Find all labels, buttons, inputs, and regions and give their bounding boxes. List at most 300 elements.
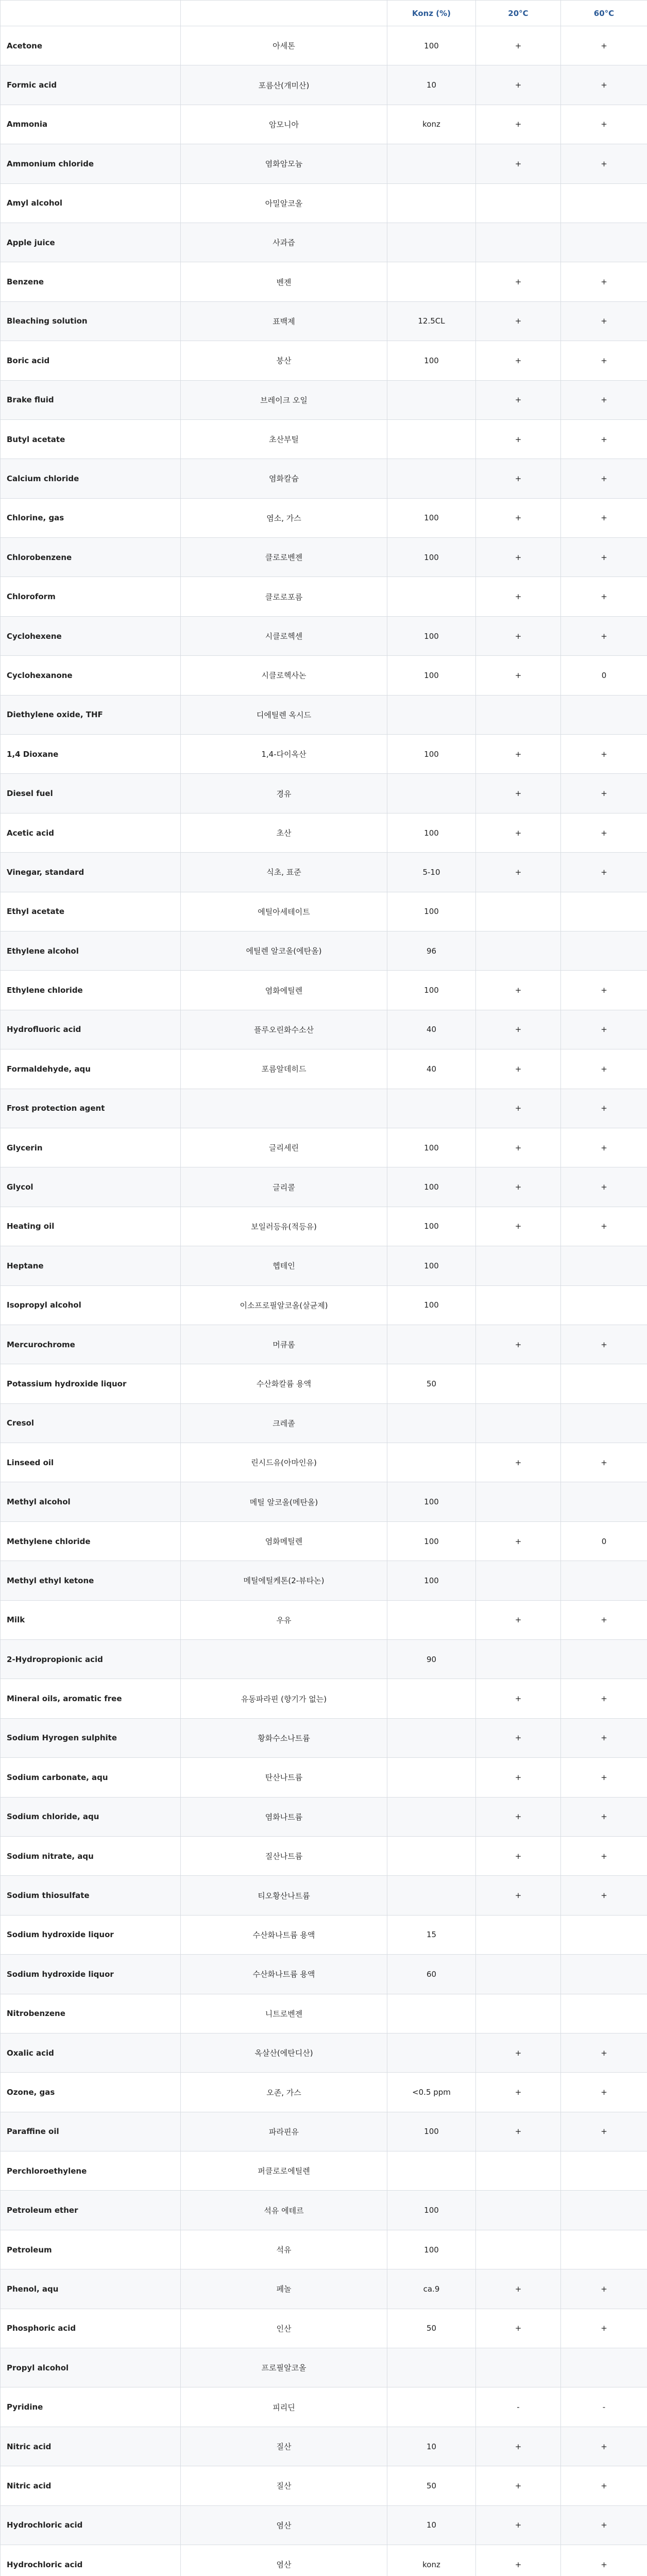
resistance-20c: [476, 223, 561, 262]
resistance-60c: +: [561, 1089, 647, 1128]
substance-name: Petroleum: [1, 2230, 181, 2269]
concentration: 10: [387, 65, 476, 105]
resistance-60c: +: [561, 498, 647, 537]
table-row: [1, 380, 647, 419]
table-row: [1, 1403, 647, 1443]
concentration: [387, 459, 476, 498]
table-row: [1, 2309, 647, 2348]
korean-name: 머큐롬: [181, 1325, 387, 1364]
concentration: [387, 1994, 476, 2033]
resistance-20c: +: [476, 341, 561, 380]
substance-name: Mercurochrome: [1, 1325, 181, 1364]
resistance-60c: +: [561, 1049, 647, 1089]
concentration: [387, 183, 476, 223]
concentration: 100: [387, 538, 476, 577]
substance-name: Methylene chloride: [1, 1521, 181, 1561]
korean-name: 인산: [181, 2309, 387, 2348]
resistance-20c: +: [476, 813, 561, 852]
table-row: [1, 1600, 647, 1639]
substance-name: Nitrobenzene: [1, 1994, 181, 2033]
resistance-60c: +: [561, 971, 647, 1010]
resistance-20c: [476, 1403, 561, 1443]
resistance-20c: +: [476, 459, 561, 498]
table-row: [1, 1718, 647, 1757]
table-row: [1, 538, 647, 577]
table-row: [1, 1797, 647, 1836]
table-row: [1, 223, 647, 262]
korean-name: 염화칼슘: [181, 459, 387, 498]
korean-name: 질산: [181, 2466, 387, 2505]
substance-name: Ethylene chloride: [1, 971, 181, 1010]
korean-name: 글리콜: [181, 1167, 387, 1207]
korean-name: 염화나트륨: [181, 1797, 387, 1836]
substance-name: Heptane: [1, 1246, 181, 1285]
resistance-60c: [561, 931, 647, 970]
resistance-60c: [561, 1561, 647, 1600]
concentration: 100: [387, 971, 476, 1010]
concentration: 100: [387, 2112, 476, 2151]
resistance-60c: [561, 1994, 647, 2033]
substance-name: Acetone: [1, 26, 181, 65]
korean-name: 린시드유(아마인유): [181, 1443, 387, 1482]
substance-name: Diethylene oxide, THF: [1, 695, 181, 734]
resistance-20c: +: [476, 262, 561, 301]
table-row: [1, 616, 647, 655]
resistance-60c: +: [561, 1207, 647, 1246]
concentration: 100: [387, 1521, 476, 1561]
concentration: 10: [387, 2505, 476, 2545]
substance-name: Cresol: [1, 1403, 181, 1443]
korean-name: 염화에틸렌: [181, 971, 387, 1010]
substance-name: Paraffine oil: [1, 2112, 181, 2151]
table-row: [1, 2505, 647, 2545]
table-row: [1, 1325, 647, 1364]
resistance-20c: [476, 2151, 561, 2191]
resistance-60c: [561, 1482, 647, 1521]
substance-name: Glycerin: [1, 1128, 181, 1167]
table-row: [1, 1010, 647, 1049]
korean-name: 수산화나트륨 용액: [181, 1955, 387, 1994]
table-row: [1, 2269, 647, 2309]
resistance-60c: +: [561, 262, 647, 301]
resistance-20c: +: [476, 144, 561, 183]
resistance-20c: +: [476, 971, 561, 1010]
concentration: [387, 1403, 476, 1443]
resistance-60c: +: [561, 26, 647, 65]
korean-name: 크레졸: [181, 1403, 387, 1443]
resistance-20c: +: [476, 2427, 561, 2466]
substance-name: Cyclohexanone: [1, 656, 181, 695]
resistance-20c: +: [476, 1797, 561, 1836]
header-korean-name: [181, 1, 387, 26]
substance-name: Propyl alcohol: [1, 2348, 181, 2387]
substance-name: Nitric acid: [1, 2427, 181, 2466]
header-20c: 20°C: [476, 1, 561, 26]
substance-name: Oxalic acid: [1, 2033, 181, 2072]
resistance-60c: +: [561, 853, 647, 892]
resistance-60c: +: [561, 1718, 647, 1757]
header-substance: [1, 1, 181, 26]
resistance-20c: +: [476, 1167, 561, 1207]
table-row: [1, 1521, 647, 1561]
concentration: 40: [387, 1010, 476, 1049]
resistance-60c: [561, 2348, 647, 2387]
substance-name: Glycol: [1, 1167, 181, 1207]
resistance-60c: [561, 223, 647, 262]
resistance-60c: +: [561, 419, 647, 459]
korean-name: 유동파라핀 (향기가 없는): [181, 1679, 387, 1718]
table-row: [1, 1443, 647, 1482]
concentration: [387, 2348, 476, 2387]
substance-name: Pyridine: [1, 2387, 181, 2427]
table-row: [1, 65, 647, 105]
concentration: [387, 695, 476, 734]
resistance-20c: [476, 695, 561, 734]
resistance-20c: [476, 1955, 561, 1994]
concentration: [387, 380, 476, 419]
korean-name: 옥살산(에탄디산): [181, 2033, 387, 2072]
resistance-20c: [476, 1915, 561, 1954]
table-row: [1, 1679, 647, 1718]
korean-name: 오존, 가스: [181, 2073, 387, 2112]
substance-name: Perchloroethylene: [1, 2151, 181, 2191]
substance-name: Brake fluid: [1, 380, 181, 419]
substance-name: Sodium Hyrogen sulphite: [1, 1718, 181, 1757]
resistance-60c: [561, 892, 647, 931]
resistance-20c: +: [476, 1758, 561, 1797]
korean-name: 페놀: [181, 2269, 387, 2309]
korean-name: 황화수소나트륨: [181, 1718, 387, 1757]
korean-name: 수산화칼륨 용액: [181, 1364, 387, 1403]
concentration: 40: [387, 1049, 476, 1089]
concentration: 100: [387, 813, 476, 852]
concentration: konz: [387, 105, 476, 144]
concentration: 12.5CL: [387, 301, 476, 341]
resistance-60c: 0: [561, 1521, 647, 1561]
concentration: 100: [387, 1482, 476, 1521]
table-row: [1, 1836, 647, 1875]
table-row: [1, 2427, 647, 2466]
resistance-20c: +: [476, 1325, 561, 1364]
substance-name: Benzene: [1, 262, 181, 301]
resistance-60c: +: [561, 144, 647, 183]
korean-name: 니트로벤젠: [181, 1994, 387, 2033]
table-row: [1, 1640, 647, 1679]
concentration: 60: [387, 1955, 476, 1994]
substance-name: 1,4 Dioxane: [1, 735, 181, 774]
substance-name: Chlorobenzene: [1, 538, 181, 577]
korean-name: 클로로벤젠: [181, 538, 387, 577]
resistance-60c: [561, 2151, 647, 2191]
table-row: [1, 419, 647, 459]
table-row: [1, 2073, 647, 2112]
substance-name: Frost protection agent: [1, 1089, 181, 1128]
korean-name: 수산화나트륨 용액: [181, 1915, 387, 1954]
table-row: [1, 892, 647, 931]
table-body: [1, 26, 647, 2576]
concentration: 90: [387, 1640, 476, 1679]
resistance-60c: +: [561, 1010, 647, 1049]
substance-name: Hydrochloric acid: [1, 2505, 181, 2545]
korean-name: 표백제: [181, 301, 387, 341]
concentration: 100: [387, 1128, 476, 1167]
korean-name: 메틸에틸케톤(2-뷰타논): [181, 1561, 387, 1600]
korean-name: 디에틸렌 옥시드: [181, 695, 387, 734]
korean-name: 초산부틸: [181, 419, 387, 459]
korean-name: 초산: [181, 813, 387, 852]
resistance-20c: [476, 1640, 561, 1679]
resistance-60c: +: [561, 459, 647, 498]
resistance-60c: +: [561, 2309, 647, 2348]
korean-name: 식초, 표준: [181, 853, 387, 892]
substance-name: Ammonia: [1, 105, 181, 144]
concentration: [387, 1325, 476, 1364]
substance-name: Sodium chloride, aqu: [1, 1797, 181, 1836]
concentration: [387, 2033, 476, 2072]
resistance-60c: -: [561, 2387, 647, 2427]
substance-name: Chlorine, gas: [1, 498, 181, 537]
concentration: 100: [387, 498, 476, 537]
resistance-60c: +: [561, 616, 647, 655]
resistance-20c: [476, 1561, 561, 1600]
table-row: [1, 1128, 647, 1167]
resistance-60c: +: [561, 2033, 647, 2072]
resistance-20c: +: [476, 2073, 561, 2112]
resistance-60c: +: [561, 105, 647, 144]
korean-name: 아세톤: [181, 26, 387, 65]
concentration: 100: [387, 341, 476, 380]
table-row: [1, 1915, 647, 1954]
resistance-60c: +: [561, 1836, 647, 1875]
resistance-20c: +: [476, 2269, 561, 2309]
table-row: [1, 301, 647, 341]
table-row: [1, 2230, 647, 2269]
resistance-60c: [561, 2230, 647, 2269]
resistance-20c: +: [476, 656, 561, 695]
resistance-20c: [476, 1364, 561, 1403]
resistance-60c: 0: [561, 656, 647, 695]
resistance-20c: +: [476, 616, 561, 655]
resistance-20c: +: [476, 538, 561, 577]
resistance-60c: +: [561, 65, 647, 105]
table-row: [1, 2112, 647, 2151]
resistance-20c: +: [476, 1600, 561, 1639]
substance-name: Isopropyl alcohol: [1, 1285, 181, 1325]
korean-name: 염산: [181, 2505, 387, 2545]
substance-name: Diesel fuel: [1, 774, 181, 813]
resistance-60c: +: [561, 341, 647, 380]
concentration: 100: [387, 26, 476, 65]
resistance-60c: +: [561, 2505, 647, 2545]
concentration: 100: [387, 735, 476, 774]
table-row: [1, 1955, 647, 1994]
korean-name: 이소프로필알코올(살균제): [181, 1285, 387, 1325]
resistance-20c: +: [476, 1049, 561, 1089]
substance-name: Apple juice: [1, 223, 181, 262]
resistance-60c: +: [561, 380, 647, 419]
korean-name: 아밀알코올: [181, 183, 387, 223]
table-row: [1, 971, 647, 1010]
korean-name: 클로로포름: [181, 577, 387, 616]
korean-name: 염산: [181, 2545, 387, 2576]
resistance-60c: +: [561, 1600, 647, 1639]
resistance-60c: +: [561, 774, 647, 813]
resistance-60c: +: [561, 2073, 647, 2112]
substance-name: Hydrofluoric acid: [1, 1010, 181, 1049]
resistance-60c: +: [561, 1167, 647, 1207]
concentration: 100: [387, 2230, 476, 2269]
substance-name: Sodium thiosulfate: [1, 1876, 181, 1915]
resistance-20c: +: [476, 1128, 561, 1167]
concentration: 100: [387, 1285, 476, 1325]
resistance-60c: +: [561, 1128, 647, 1167]
substance-name: Boric acid: [1, 341, 181, 380]
resistance-20c: [476, 1482, 561, 1521]
resistance-20c: [476, 183, 561, 223]
korean-name: 석유 에테르: [181, 2191, 387, 2230]
korean-name: 벤젠: [181, 262, 387, 301]
substance-name: Cyclohexene: [1, 616, 181, 655]
concentration: [387, 419, 476, 459]
resistance-20c: +: [476, 26, 561, 65]
resistance-20c: [476, 1994, 561, 2033]
resistance-20c: +: [476, 2309, 561, 2348]
korean-name: 피리딘: [181, 2387, 387, 2427]
resistance-20c: +: [476, 1718, 561, 1757]
resistance-60c: [561, 1403, 647, 1443]
resistance-60c: +: [561, 1797, 647, 1836]
resistance-20c: +: [476, 1089, 561, 1128]
substance-name: Ozone, gas: [1, 2073, 181, 2112]
table-row: [1, 1049, 647, 1089]
concentration: [387, 223, 476, 262]
concentration: [387, 262, 476, 301]
concentration: 100: [387, 1246, 476, 1285]
korean-name: 티오황산나트륨: [181, 1876, 387, 1915]
resistance-20c: +: [476, 2033, 561, 2072]
resistance-60c: +: [561, 1443, 647, 1482]
header-concentration: Konz (%): [387, 1, 476, 26]
substance-name: Methyl alcohol: [1, 1482, 181, 1521]
concentration: [387, 1718, 476, 1757]
table-row: [1, 1207, 647, 1246]
substance-name: Ammonium chloride: [1, 144, 181, 183]
table-row: [1, 774, 647, 813]
resistance-20c: +: [476, 2505, 561, 2545]
resistance-20c: [476, 931, 561, 970]
substance-name: Linseed oil: [1, 1443, 181, 1482]
resistance-20c: +: [476, 1207, 561, 1246]
korean-name: [181, 1089, 387, 1128]
resistance-20c: +: [476, 1443, 561, 1482]
korean-name: 플루오린화수소산: [181, 1010, 387, 1049]
substance-name: Ethyl acetate: [1, 892, 181, 931]
resistance-60c: +: [561, 2466, 647, 2505]
korean-name: 경유: [181, 774, 387, 813]
korean-name: 사과즙: [181, 223, 387, 262]
resistance-20c: +: [476, 2466, 561, 2505]
table-row: [1, 1285, 647, 1325]
substance-name: Calcium chloride: [1, 459, 181, 498]
table-header-row: [1, 1, 647, 26]
korean-name: 보일러등유(적등유): [181, 1207, 387, 1246]
substance-name: Sodium hydroxide liquor: [1, 1915, 181, 1954]
concentration: ca.9: [387, 2269, 476, 2309]
table-row: [1, 341, 647, 380]
resistance-60c: +: [561, 1325, 647, 1364]
resistance-60c: +: [561, 1876, 647, 1915]
table-row: [1, 931, 647, 970]
korean-name: 에틸아세테이트: [181, 892, 387, 931]
resistance-60c: [561, 1285, 647, 1325]
resistance-20c: +: [476, 419, 561, 459]
korean-name: 붕산: [181, 341, 387, 380]
resistance-60c: +: [561, 813, 647, 852]
concentration: [387, 1679, 476, 1718]
resistance-20c: +: [476, 301, 561, 341]
concentration: [387, 2151, 476, 2191]
resistance-60c: +: [561, 2112, 647, 2151]
resistance-20c: +: [476, 1679, 561, 1718]
resistance-20c: +: [476, 1521, 561, 1561]
concentration: 10: [387, 2427, 476, 2466]
concentration: konz: [387, 2545, 476, 2576]
resistance-20c: +: [476, 1010, 561, 1049]
resistance-20c: +: [476, 774, 561, 813]
resistance-60c: +: [561, 735, 647, 774]
concentration: [387, 1836, 476, 1875]
table-row: [1, 262, 647, 301]
resistance-60c: +: [561, 2269, 647, 2309]
resistance-20c: +: [476, 1836, 561, 1875]
table-row: [1, 1482, 647, 1521]
resistance-60c: [561, 1955, 647, 1994]
substance-name: Sodium carbonate, aqu: [1, 1758, 181, 1797]
resistance-20c: +: [476, 735, 561, 774]
resistance-60c: [561, 1364, 647, 1403]
concentration: 96: [387, 931, 476, 970]
concentration: [387, 1600, 476, 1639]
korean-name: 헵테인: [181, 1246, 387, 1285]
substance-name: Methyl ethyl ketone: [1, 1561, 181, 1600]
resistance-20c: +: [476, 853, 561, 892]
table-row: [1, 144, 647, 183]
substance-name: Sodium nitrate, aqu: [1, 1836, 181, 1875]
korean-name: 시클로헥사논: [181, 656, 387, 695]
korean-name: 탄산나트륨: [181, 1758, 387, 1797]
resistance-20c: [476, 2191, 561, 2230]
resistance-60c: [561, 1246, 647, 1285]
resistance-20c: +: [476, 577, 561, 616]
concentration: [387, 144, 476, 183]
resistance-60c: [561, 1915, 647, 1954]
korean-name: 1,4-다이옥산: [181, 735, 387, 774]
table-row: [1, 813, 647, 852]
substance-name: Butyl acetate: [1, 419, 181, 459]
concentration: [387, 1758, 476, 1797]
table-row: [1, 1364, 647, 1403]
concentration: [387, 1443, 476, 1482]
concentration: 50: [387, 1364, 476, 1403]
resistance-20c: +: [476, 2112, 561, 2151]
korean-name: 염화암모늄: [181, 144, 387, 183]
concentration: [387, 1797, 476, 1836]
substance-name: Mineral oils, aromatic free: [1, 1679, 181, 1718]
resistance-20c: +: [476, 65, 561, 105]
resistance-20c: [476, 1285, 561, 1325]
concentration: 15: [387, 1915, 476, 1954]
table-row: [1, 1246, 647, 1285]
